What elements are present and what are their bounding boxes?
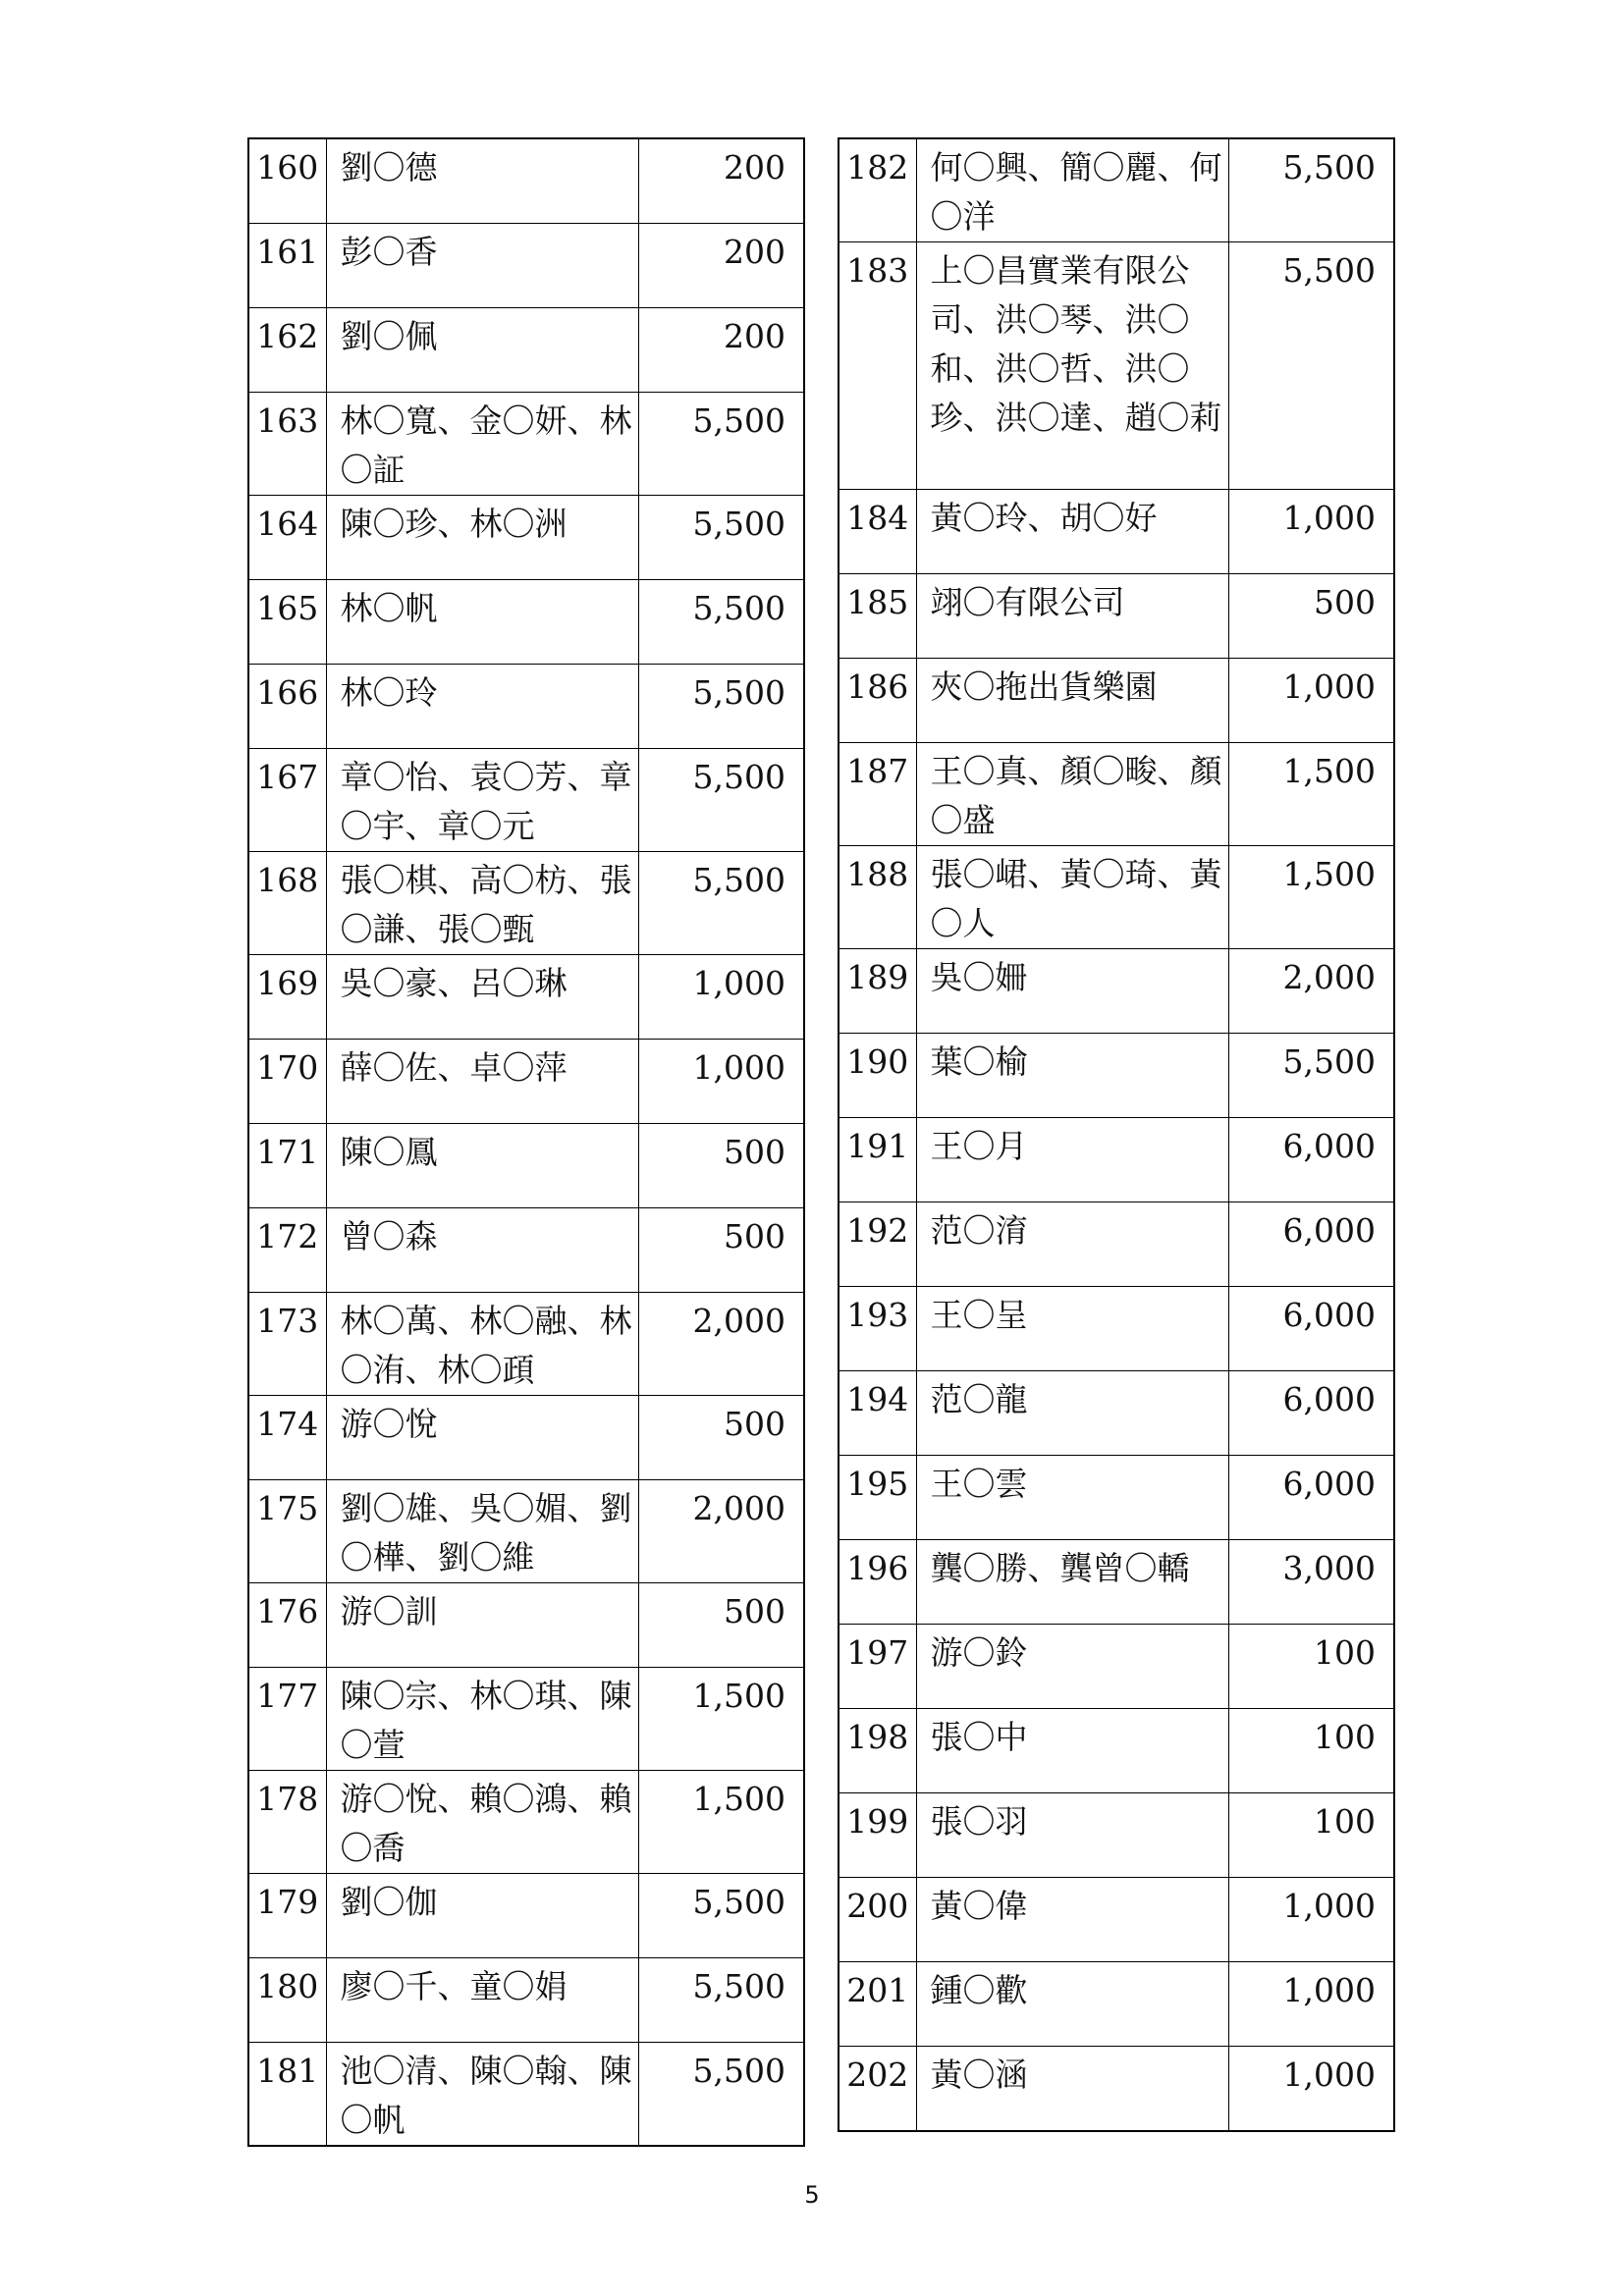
row-number: 200 xyxy=(839,1878,916,1962)
donor-name: 翊〇有限公司 xyxy=(916,574,1228,659)
row-number: 178 xyxy=(248,1770,326,1873)
table-row xyxy=(248,495,804,579)
donation-amount: 5,500 xyxy=(638,495,804,579)
row-number: 184 xyxy=(839,490,916,574)
row-number: 162 xyxy=(248,307,326,392)
donor-name: 黃〇涵 xyxy=(916,2047,1228,2131)
row-number: 174 xyxy=(248,1395,326,1479)
donor-table-left xyxy=(247,137,805,2147)
donation-amount: 1,000 xyxy=(1228,1878,1394,1962)
donation-amount: 2,000 xyxy=(638,1292,804,1395)
table-row xyxy=(248,1873,804,1957)
donation-amount: 5,500 xyxy=(638,392,804,495)
row-number: 176 xyxy=(248,1582,326,1667)
table-row xyxy=(248,392,804,495)
donor-name: 范〇淯 xyxy=(916,1202,1228,1287)
table-row xyxy=(839,490,1394,574)
row-number: 195 xyxy=(839,1456,916,1540)
donation-amount: 5,500 xyxy=(638,2042,804,2146)
donation-amount: 1,000 xyxy=(1228,2047,1394,2131)
table-row xyxy=(248,1479,804,1582)
table-row xyxy=(839,1118,1394,1202)
row-number: 196 xyxy=(839,1540,916,1625)
row-number: 201 xyxy=(839,1962,916,2047)
donor-name: 林〇寬、金〇妍、林〇証 xyxy=(326,392,638,495)
donation-amount: 100 xyxy=(1228,1709,1394,1793)
donation-amount: 5,500 xyxy=(638,1873,804,1957)
table-row xyxy=(839,1371,1394,1456)
donor-name: 張〇峮、黃〇琦、黃〇人 xyxy=(916,846,1228,949)
row-number: 172 xyxy=(248,1207,326,1292)
donor-name: 王〇雲 xyxy=(916,1456,1228,1540)
donor-name: 吳〇姍 xyxy=(916,949,1228,1034)
table-row xyxy=(248,138,804,223)
row-number: 192 xyxy=(839,1202,916,1287)
donor-name: 上〇昌實業有限公司、洪〇琴、洪〇和、洪〇哲、洪〇珍、洪〇達、趙〇莉 xyxy=(916,242,1228,490)
donor-name: 黃〇玲、胡〇好 xyxy=(916,490,1228,574)
table-row xyxy=(248,223,804,307)
table-row xyxy=(839,1202,1394,1287)
donation-amount: 1,500 xyxy=(1228,743,1394,846)
donation-amount: 5,500 xyxy=(638,1957,804,2042)
row-number: 189 xyxy=(839,949,916,1034)
donation-amount: 1,000 xyxy=(1228,1962,1394,2047)
donor-name: 池〇清、陳〇翰、陳〇帆 xyxy=(326,2042,638,2146)
table-row xyxy=(839,1962,1394,2047)
row-number: 164 xyxy=(248,495,326,579)
donor-name: 鍾〇歡 xyxy=(916,1962,1228,2047)
donor-name: 游〇悅、賴〇鴻、賴〇喬 xyxy=(326,1770,638,1873)
donor-name: 林〇帆 xyxy=(326,579,638,664)
donor-table-right xyxy=(838,137,1395,2132)
table-row xyxy=(839,846,1394,949)
donor-name: 游〇訓 xyxy=(326,1582,638,1667)
table-row xyxy=(248,1667,804,1770)
donation-amount: 6,000 xyxy=(1228,1118,1394,1202)
donor-name: 陳〇珍、林〇洲 xyxy=(326,495,638,579)
row-number: 193 xyxy=(839,1287,916,1371)
row-number: 183 xyxy=(839,242,916,490)
row-number: 188 xyxy=(839,846,916,949)
donation-amount: 5,500 xyxy=(638,748,804,851)
table-row xyxy=(839,659,1394,743)
table-row xyxy=(248,1582,804,1667)
table-row xyxy=(839,1540,1394,1625)
table-row xyxy=(839,949,1394,1034)
donation-amount: 6,000 xyxy=(1228,1202,1394,1287)
row-number: 166 xyxy=(248,664,326,748)
donation-amount: 5,500 xyxy=(1228,1034,1394,1118)
donation-amount: 200 xyxy=(638,307,804,392)
donation-amount: 200 xyxy=(638,138,804,223)
donor-name: 王〇呈 xyxy=(916,1287,1228,1371)
table-row xyxy=(839,138,1394,242)
row-number: 199 xyxy=(839,1793,916,1878)
row-number: 170 xyxy=(248,1039,326,1123)
donation-amount: 1,000 xyxy=(638,1039,804,1123)
donor-name: 龔〇勝、龔曾〇轎 xyxy=(916,1540,1228,1625)
donation-amount: 5,500 xyxy=(1228,242,1394,490)
row-number: 187 xyxy=(839,743,916,846)
row-number: 168 xyxy=(248,851,326,954)
donation-amount: 100 xyxy=(1228,1625,1394,1709)
donor-name: 廖〇千、童〇娟 xyxy=(326,1957,638,2042)
donor-name: 王〇月 xyxy=(916,1118,1228,1202)
donation-amount: 100 xyxy=(1228,1793,1394,1878)
table-row xyxy=(248,1123,804,1207)
donor-name: 劉〇雄、吳〇媚、劉〇樺、劉〇維 xyxy=(326,1479,638,1582)
table-row xyxy=(248,851,804,954)
table-row xyxy=(248,2042,804,2146)
table-row xyxy=(839,1878,1394,1962)
donor-name: 范〇龍 xyxy=(916,1371,1228,1456)
donation-amount: 500 xyxy=(638,1395,804,1479)
donor-name: 林〇萬、林〇融、林〇洧、林〇頙 xyxy=(326,1292,638,1395)
donor-name: 黃〇偉 xyxy=(916,1878,1228,1962)
row-number: 179 xyxy=(248,1873,326,1957)
row-number: 197 xyxy=(839,1625,916,1709)
table-row xyxy=(248,664,804,748)
donation-amount: 2,000 xyxy=(1228,949,1394,1034)
row-number: 191 xyxy=(839,1118,916,1202)
row-number: 171 xyxy=(248,1123,326,1207)
donation-amount: 1,500 xyxy=(1228,846,1394,949)
table-row xyxy=(839,743,1394,846)
row-number: 177 xyxy=(248,1667,326,1770)
table-row xyxy=(839,1625,1394,1709)
donor-table-left-body xyxy=(248,138,804,2146)
row-number: 186 xyxy=(839,659,916,743)
row-number: 161 xyxy=(248,223,326,307)
donor-name: 游〇悅 xyxy=(326,1395,638,1479)
donation-amount: 6,000 xyxy=(1228,1287,1394,1371)
table-row xyxy=(248,1207,804,1292)
row-number: 165 xyxy=(248,579,326,664)
row-number: 167 xyxy=(248,748,326,851)
donor-name: 何〇興、簡〇麗、何〇洋 xyxy=(916,138,1228,242)
table-row xyxy=(839,1793,1394,1878)
row-number: 175 xyxy=(248,1479,326,1582)
donor-name: 吳〇豪、呂〇琳 xyxy=(326,954,638,1039)
table-row xyxy=(248,1039,804,1123)
table-row xyxy=(248,1292,804,1395)
donation-amount: 5,500 xyxy=(638,579,804,664)
table-row xyxy=(248,748,804,851)
row-number: 198 xyxy=(839,1709,916,1793)
donation-amount: 200 xyxy=(638,223,804,307)
donor-name: 林〇玲 xyxy=(326,664,638,748)
table-row xyxy=(839,574,1394,659)
donation-amount: 5,500 xyxy=(1228,138,1394,242)
row-number: 169 xyxy=(248,954,326,1039)
donor-name: 劉〇德 xyxy=(326,138,638,223)
row-number: 181 xyxy=(248,2042,326,2146)
table-row xyxy=(839,1034,1394,1118)
row-number: 190 xyxy=(839,1034,916,1118)
row-number: 185 xyxy=(839,574,916,659)
donation-amount: 500 xyxy=(638,1123,804,1207)
donation-amount: 1,500 xyxy=(638,1667,804,1770)
donor-name: 張〇棋、高〇枋、張〇謙、張〇甄 xyxy=(326,851,638,954)
table-row xyxy=(839,1709,1394,1793)
table-row xyxy=(839,1287,1394,1371)
donation-amount: 2,000 xyxy=(638,1479,804,1582)
donor-name: 章〇怡、袁〇芳、章〇宇、章〇元 xyxy=(326,748,638,851)
donor-name: 夾〇拖出貨樂園 xyxy=(916,659,1228,743)
row-number: 182 xyxy=(839,138,916,242)
table-row xyxy=(248,954,804,1039)
donation-amount: 500 xyxy=(638,1582,804,1667)
donor-name: 陳〇宗、林〇琪、陳〇萱 xyxy=(326,1667,638,1770)
table-row xyxy=(839,2047,1394,2131)
table-row xyxy=(839,242,1394,490)
donor-name: 薛〇佐、卓〇萍 xyxy=(326,1039,638,1123)
donor-name: 王〇真、顏〇畯、顏〇盛 xyxy=(916,743,1228,846)
donor-name: 曾〇森 xyxy=(326,1207,638,1292)
donation-amount: 6,000 xyxy=(1228,1371,1394,1456)
row-number: 194 xyxy=(839,1371,916,1456)
donor-name: 劉〇佩 xyxy=(326,307,638,392)
row-number: 173 xyxy=(248,1292,326,1395)
row-number: 180 xyxy=(248,1957,326,2042)
page-number: 5 xyxy=(804,2181,820,2209)
table-row xyxy=(248,1770,804,1873)
donor-table-right-body xyxy=(839,138,1394,2131)
table-row xyxy=(839,1456,1394,1540)
row-number: 163 xyxy=(248,392,326,495)
donation-amount: 5,500 xyxy=(638,851,804,954)
donor-name: 彭〇香 xyxy=(326,223,638,307)
donation-amount: 6,000 xyxy=(1228,1456,1394,1540)
donor-name: 張〇羽 xyxy=(916,1793,1228,1878)
table-row xyxy=(248,579,804,664)
donor-name: 游〇鈴 xyxy=(916,1625,1228,1709)
donation-amount: 1,000 xyxy=(1228,659,1394,743)
donor-name: 葉〇榆 xyxy=(916,1034,1228,1118)
donation-amount: 1,000 xyxy=(638,954,804,1039)
table-row xyxy=(248,1395,804,1479)
donation-amount: 500 xyxy=(638,1207,804,1292)
table-row xyxy=(248,1957,804,2042)
row-number: 160 xyxy=(248,138,326,223)
donation-amount: 5,500 xyxy=(638,664,804,748)
donor-name: 張〇中 xyxy=(916,1709,1228,1793)
donor-name: 陳〇鳳 xyxy=(326,1123,638,1207)
donation-amount: 1,500 xyxy=(638,1770,804,1873)
donation-amount: 1,000 xyxy=(1228,490,1394,574)
donor-name: 劉〇伽 xyxy=(326,1873,638,1957)
donation-amount: 3,000 xyxy=(1228,1540,1394,1625)
row-number: 202 xyxy=(839,2047,916,2131)
donation-amount: 500 xyxy=(1228,574,1394,659)
table-row xyxy=(248,307,804,392)
